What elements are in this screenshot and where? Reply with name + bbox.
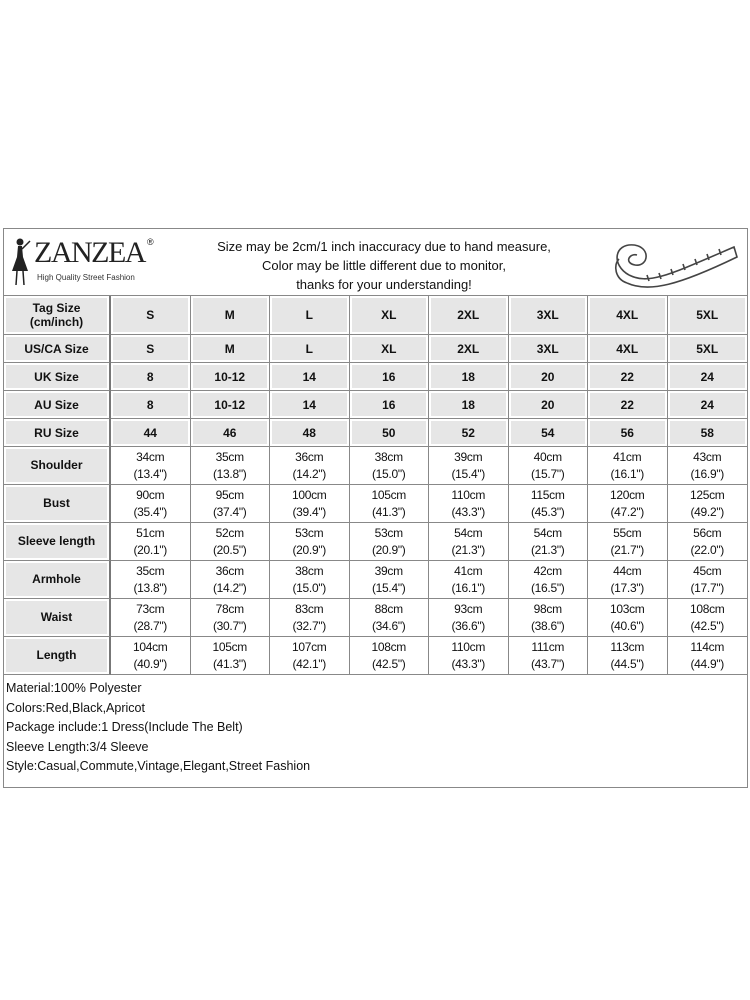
cm-value: 53cm: [374, 525, 403, 540]
cm-value: 53cm: [295, 525, 324, 540]
size-cell: 48: [270, 419, 350, 447]
notice-line: Size may be 2cm/1 inch inaccuracy due to hand measure,: [217, 239, 551, 254]
size-cell: 10-12: [191, 363, 271, 391]
size-row: [4, 419, 747, 447]
size-cell: 24: [668, 363, 748, 391]
cm-value: 42cm: [533, 563, 562, 578]
brand-name: ZANZEA: [34, 236, 145, 269]
cm-value: 113cm: [610, 639, 645, 654]
inch-value: (15.4"): [451, 466, 485, 481]
cm-value: 34cm: [136, 449, 165, 464]
measurement-cell: [191, 637, 271, 675]
measurement-cell: [270, 447, 350, 485]
cm-value: 83cm: [295, 601, 324, 616]
inch-value: (40.9"): [133, 656, 167, 671]
cm-value: 40cm: [533, 449, 562, 464]
size-cell: 4XL: [588, 335, 668, 363]
brand-line: [34, 237, 154, 269]
inch-value: (20.1"): [133, 542, 167, 557]
cm-value: 114cm: [690, 639, 725, 654]
row-label: [4, 363, 111, 391]
measurement-cell: [270, 599, 350, 637]
row-label-text: US/CA Size: [24, 341, 89, 356]
measurement-cell: [668, 599, 748, 637]
size-table: [4, 296, 747, 675]
measurement-cell: [588, 599, 668, 637]
inch-value: (44.5"): [610, 656, 644, 671]
cm-value: 108cm: [371, 639, 407, 654]
measurement-cell: [668, 561, 748, 599]
size-row: [4, 363, 747, 391]
cm-value: 54cm: [533, 525, 562, 540]
cm-value: 35cm: [215, 449, 244, 464]
cm-value: 39cm: [374, 563, 403, 578]
measurement-row: [4, 599, 747, 637]
cm-value: 107cm: [291, 639, 327, 654]
cm-value: 41cm: [613, 449, 642, 464]
note-line: Colors:Red,Black,Apricot: [6, 700, 145, 715]
measurement-cell: [111, 523, 191, 561]
inch-value: (16.1"): [610, 466, 644, 481]
measurement-cell: [191, 523, 271, 561]
inch-value: (15.0"): [292, 580, 326, 595]
size-cell: S: [111, 296, 191, 335]
size-cell: 54: [509, 419, 589, 447]
inch-value: (30.7"): [212, 618, 247, 633]
size-chart: [3, 228, 748, 788]
cm-value: 105cm: [212, 639, 248, 654]
measurement-cell: [509, 637, 589, 675]
size-cell: 16: [350, 391, 430, 419]
size-cell: 2XL: [429, 335, 509, 363]
brand-logo: [8, 237, 178, 291]
row-label-text: RU Size: [34, 425, 79, 440]
cm-value: 35cm: [136, 563, 165, 578]
measurement-cell: [588, 637, 668, 675]
size-cell: 2XL: [429, 296, 509, 335]
row-label: Waist: [4, 599, 111, 637]
size-cell: 58: [668, 419, 748, 447]
measurement-row: [4, 523, 747, 561]
measurement-cell: [588, 485, 668, 523]
cm-value: 38cm: [374, 449, 403, 464]
size-cell: 8: [111, 391, 191, 419]
measurement-cell: [350, 561, 430, 599]
measurement-cell: [191, 561, 271, 599]
size-cell: 3XL: [509, 335, 589, 363]
measurement-cell: [509, 447, 589, 485]
inch-value: (13.8"): [212, 466, 247, 481]
product-notes: [4, 675, 747, 787]
inch-value: (43.3"): [451, 504, 485, 519]
measurement-cell: [350, 637, 430, 675]
note-line: Material:100% Polyester: [6, 681, 142, 695]
inch-value: (47.2"): [610, 504, 644, 519]
cm-value: 36cm: [215, 563, 244, 578]
inch-value: (40.6"): [610, 618, 644, 633]
note-line: Package include:1 Dress(Include The Belt): [6, 720, 243, 734]
inch-value: (42.5"): [371, 656, 406, 671]
cm-value: 41cm: [454, 563, 483, 578]
cm-value: 90cm: [136, 487, 165, 502]
size-cell: 4XL: [588, 296, 668, 335]
cm-value: 55cm: [613, 525, 642, 540]
inch-value: (38.6"): [530, 618, 565, 633]
inch-value: (21.3"): [451, 542, 485, 557]
size-cell: 20: [509, 363, 589, 391]
measurement-row: [4, 637, 747, 675]
size-cell: 3XL: [509, 296, 589, 335]
measurement-row: [4, 561, 747, 599]
size-cell: 14: [270, 391, 350, 419]
inch-value: (14.2"): [292, 466, 326, 481]
size-cell: 44: [111, 419, 191, 447]
size-cell: XL: [350, 296, 430, 335]
measurement-cell: [111, 447, 191, 485]
row-label: Shoulder: [4, 447, 111, 485]
notice-line: thanks for your understanding!: [296, 277, 472, 292]
measurement-cell: [429, 637, 509, 675]
cm-value: 110cm: [451, 639, 486, 654]
inch-value: (15.7"): [530, 466, 565, 481]
registered-mark: ®: [146, 237, 154, 247]
size-cell: 5XL: [668, 335, 748, 363]
inch-value: (42.1"): [292, 656, 326, 671]
row-label: Bust: [4, 485, 111, 523]
brand-tagline: High Quality Street Fashion: [37, 273, 135, 282]
cm-value: 100cm: [291, 487, 327, 502]
measurement-cell: [270, 523, 350, 561]
size-cell: 20: [509, 391, 589, 419]
measurement-cell: [429, 561, 509, 599]
cm-value: 115cm: [530, 487, 565, 502]
cm-value: 104cm: [132, 639, 168, 654]
model-silhouette-icon: [8, 237, 32, 285]
cm-value: 52cm: [215, 525, 244, 540]
size-cell: 52: [429, 419, 509, 447]
cm-value: 125cm: [689, 487, 725, 502]
inch-value: (49.2"): [690, 504, 724, 519]
measurement-cell: [588, 561, 668, 599]
row-label: [4, 419, 111, 447]
measurement-cell: [668, 447, 748, 485]
measurement-cell: [509, 561, 589, 599]
size-cell: S: [111, 335, 191, 363]
size-cell: 5XL: [668, 296, 748, 335]
measurement-cell: [270, 561, 350, 599]
row-label: Sleeve length: [4, 523, 111, 561]
inch-value: (44.9"): [690, 656, 724, 671]
cm-value: 98cm: [533, 601, 562, 616]
size-cell: 10-12: [191, 391, 271, 419]
size-cell: L: [270, 335, 350, 363]
cm-value: 51cm: [136, 525, 165, 540]
measurement-cell: [191, 599, 271, 637]
measurement-cell: [270, 485, 350, 523]
measurement-cell: [509, 485, 589, 523]
size-cell: 56: [588, 419, 668, 447]
row-label: [4, 391, 111, 419]
cm-value: 39cm: [454, 449, 483, 464]
inch-value: (16.1"): [451, 580, 485, 595]
size-cell: 18: [429, 363, 509, 391]
cm-value: 78cm: [215, 601, 244, 616]
measurement-row: [4, 447, 747, 485]
cm-value: 120cm: [609, 487, 645, 502]
measurement-cell: [668, 523, 748, 561]
inch-value: (45.3"): [530, 504, 565, 519]
inch-value: (15.0"): [371, 466, 406, 481]
cm-value: 88cm: [374, 601, 403, 616]
size-cell: L: [270, 296, 350, 335]
measurement-row: [4, 485, 747, 523]
size-cell: M: [191, 296, 271, 335]
cm-value: 45cm: [693, 563, 722, 578]
cm-value: 44cm: [613, 563, 642, 578]
size-cell: 50: [350, 419, 430, 447]
cm-value: 103cm: [609, 601, 645, 616]
measurement-cell: [111, 485, 191, 523]
inch-value: (36.6"): [451, 618, 485, 633]
measurement-cell: [350, 523, 430, 561]
inch-value: (17.7"): [690, 580, 724, 595]
chart-header: [4, 229, 747, 296]
inch-value: (43.7"): [530, 656, 565, 671]
notice-line: Color may be little different due to monitor,: [262, 258, 506, 273]
cm-value: 111cm: [531, 639, 565, 654]
inch-value: (20.9"): [371, 542, 406, 557]
measurement-cell: [588, 523, 668, 561]
inch-value: (21.7"): [610, 542, 644, 557]
measurement-cell: [111, 599, 191, 637]
measurement-cell: [350, 447, 430, 485]
size-cell: 22: [588, 363, 668, 391]
inch-value: (41.3"): [371, 504, 406, 519]
inch-value: (20.5"): [212, 542, 247, 557]
measurement-cell: [350, 485, 430, 523]
inch-value: (22.0"): [690, 542, 724, 557]
size-cell: 8: [111, 363, 191, 391]
size-row: [4, 296, 747, 335]
measurement-notice: [189, 237, 579, 294]
measurement-cell: [429, 523, 509, 561]
inch-value: (16.5"): [530, 580, 565, 595]
inch-value: (42.5"): [690, 618, 724, 633]
row-label-text: Tag Size: [32, 301, 81, 315]
measurement-cell: [588, 447, 668, 485]
inch-value: (15.4"): [371, 580, 406, 595]
inch-value: (13.8"): [133, 580, 167, 595]
size-row: [4, 335, 747, 363]
inch-value: (20.9"): [292, 542, 326, 557]
row-label: Armhole: [4, 561, 111, 599]
measurement-cell: [429, 447, 509, 485]
row-label-text: (cm/inch): [29, 315, 84, 329]
inch-value: (14.2"): [212, 580, 247, 595]
cm-value: 105cm: [371, 487, 407, 502]
cm-value: 36cm: [295, 449, 324, 464]
row-label-text: UK Size: [34, 369, 79, 384]
inch-value: (28.7"): [133, 618, 167, 633]
cm-value: 93cm: [454, 601, 483, 616]
inch-value: (37.4"): [212, 504, 247, 519]
inch-value: (35.4"): [133, 504, 167, 519]
measurement-cell: [191, 485, 271, 523]
measurement-cell: [111, 561, 191, 599]
row-label: [4, 335, 111, 363]
inch-value: (32.7"): [292, 618, 326, 633]
note-line: Sleeve Length:3/4 Sleeve: [6, 739, 149, 754]
inch-value: (43.3"): [451, 656, 485, 671]
cm-value: 56cm: [693, 525, 722, 540]
size-cell: M: [191, 335, 271, 363]
row-label: Length: [4, 637, 111, 675]
inch-value: (16.9"): [690, 466, 724, 481]
size-row: [4, 391, 747, 419]
size-cell: 24: [668, 391, 748, 419]
measuring-tape-icon: [609, 235, 739, 291]
cm-value: 38cm: [295, 563, 324, 578]
inch-value: (17.3"): [610, 580, 644, 595]
inch-value: (41.3"): [212, 656, 247, 671]
measurement-cell: [191, 447, 271, 485]
measurement-cell: [429, 599, 509, 637]
inch-value: (39.4"): [292, 504, 326, 519]
size-cell: 18: [429, 391, 509, 419]
cm-value: 108cm: [689, 601, 725, 616]
note-line: Style:Casual,Commute,Vintage,Elegant,Street Fashion: [6, 759, 311, 773]
size-cell: 14: [270, 363, 350, 391]
measurement-cell: [509, 599, 589, 637]
measurement-cell: [111, 637, 191, 675]
inch-value: (34.6"): [371, 618, 406, 633]
measurement-cell: [350, 599, 430, 637]
cm-value: 54cm: [454, 525, 483, 540]
measurement-cell: [429, 485, 509, 523]
size-cell: 46: [191, 419, 271, 447]
row-label: [4, 296, 111, 335]
measurement-cell: [668, 637, 748, 675]
cm-value: 43cm: [693, 449, 722, 464]
size-cell: 22: [588, 391, 668, 419]
row-label-text: AU Size: [34, 397, 79, 412]
size-cell: 16: [350, 363, 430, 391]
measurement-cell: [270, 637, 350, 675]
inch-value: (21.3"): [530, 542, 565, 557]
cm-value: 95cm: [215, 487, 244, 502]
cm-value: 73cm: [136, 601, 165, 616]
cm-value: 110cm: [451, 487, 486, 502]
measurement-cell: [668, 485, 748, 523]
size-cell: XL: [350, 335, 430, 363]
measurement-cell: [509, 523, 589, 561]
inch-value: (13.4"): [133, 466, 167, 481]
